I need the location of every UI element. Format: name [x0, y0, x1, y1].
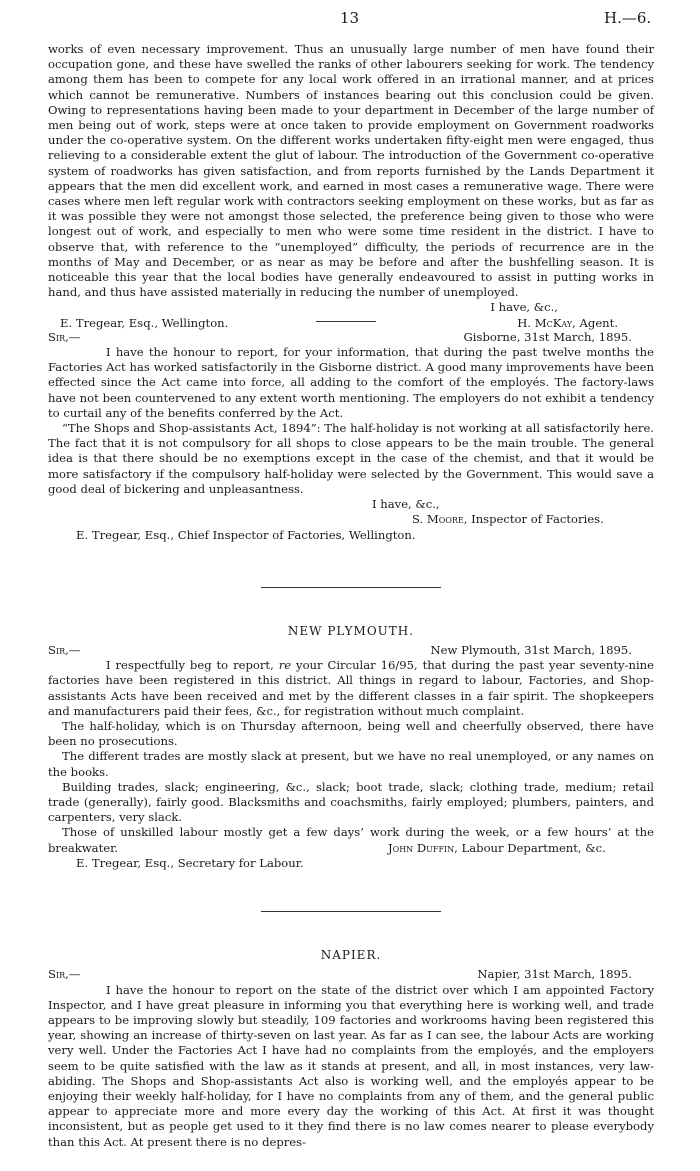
salutation: Sir,—: [48, 329, 81, 344]
report-paragraph: I respectfully beg to report, re your Circular 16/95, that during the past year seventy-nine factories have been registered in this district. All things in regard to labour, Factories, and Shop-assistants Acts have been received and met by the different classes in a fair spirit. The shopkeepers and manufacturers paid their fees, &c., for registration without much complaint.: [48, 658, 655, 718]
salutation-row: [48, 643, 654, 658]
continued-report: [48, 42, 654, 330]
signature: John Duffin, Labour Department, &c.: [388, 840, 606, 855]
place-date: New Plymouth, 31st March, 1895.: [430, 642, 632, 657]
section-divider: [316, 321, 376, 322]
report-paragraph: Building trades, slack; engineering, &c., slack; boot trade, slack; clothing trade, medium; retail trade (generally), fairly good. Blacksmiths and coachsmiths, fairly employed; plumbers, painters, and carpenters, very slack.: [48, 779, 654, 825]
report-paragraph: Those of unskilled labour mostly get a few days’ work during the week, or a few hours’ at the breakwater.: [48, 825, 654, 855]
closing-line: I have, &c.,: [372, 497, 440, 512]
salutation: Sir,—: [48, 642, 81, 657]
closing-line: I have, &c.,: [490, 300, 558, 315]
new-plymouth-report: [48, 624, 654, 871]
salutation-row: [48, 967, 654, 982]
signature: S. Moore, Inspector of Factories.: [412, 512, 604, 527]
salutation-row: [48, 330, 654, 345]
signature: H. McKay, Agent.: [517, 315, 618, 330]
gisborne-report: [48, 330, 654, 543]
addressee: E. Tregear, Esq., Secretary for Labour.: [76, 855, 304, 870]
section-divider: [261, 911, 441, 912]
document-reference: H.—6.: [604, 9, 652, 27]
napier-report: [48, 948, 654, 1150]
report-paragraph: The half-holiday, which is on Thursday afternoon, being well and cheerfully observed, there have been no prosecutions.: [48, 718, 654, 749]
page-number: 13: [340, 9, 360, 27]
report-paragraph: I have the honour to report on the state of the district over which I am appointed Factory Inspector, and I have great pleasure in informing you that everything here is working well, and trade appears to be improving slowly but steadily, 109 factories and workrooms having been registered this year, showing an increase of thirty-seven on last year. As far as I can see, the labour Acts are working very well. Under the Factories Act I have had no complaints from the employés, and the employers seem to be quite satisfied with the law as it stands at present, and all, in most instances, very law-abiding. The Shops and Shop-assistants Act also is working well, and the employés appear to be enjoying their weekly half-holiday, for I have no complaints from any of them, and the general public appear to appreciate more and more every day the working of this Act. At first it was thought inconsistent, but as people get used to it they find there is no law comes nearer to please everybody than this Act. At present there is no depres-: [48, 982, 654, 1149]
addressee: E. Tregear, Esq., Chief Inspector of Factories, Wellington.: [76, 527, 416, 542]
addressee: E. Tregear, Esq., Wellington.: [60, 315, 229, 330]
place-date: Gisborne, 31st March, 1895.: [463, 329, 632, 344]
section-heading: NEW PLYMOUTH.: [287, 623, 415, 638]
signature-row: [48, 316, 654, 331]
report-paragraph: The different trades are mostly slack at present, but we have no real unemployed, or any names on the books.: [48, 749, 654, 779]
place-date: Napier, 31st March, 1895.: [477, 967, 632, 982]
section-heading: NAPIER.: [320, 948, 382, 963]
report-paragraph: “The Shops and Shop-assistants Act, 1894”: The half-holiday is not working at all satisfactorily here. The fact that it is not compulsory for all shops to close appears to be the main trouble. The general idea is that there should be no exemptions except in the case of the chemist, and that it would be more satisfactory if the compulsory half-holiday were selected by the Government. This would save a good deal of bickering and unpleasantness.: [48, 421, 654, 496]
page-header: [0, 6, 700, 36]
salutation: Sir,—: [48, 967, 81, 982]
document-body: [48, 42, 654, 1150]
section-divider: [261, 587, 441, 588]
report-paragraph: works of even necessary improvement. Thus an unusually large number of men have found their occupation gone, and these have swelled the ranks of other labourers seeking for work. The tendency among them has been to compete for any local work offered in an irrational manner, and at prices which cannot be remunerative. Numbers of instances bearing out this conclusion could be given. Owing to representations having been made to your department in December of the large number of men being out of work, steps were at once taken to provide employment on Government roadworks under the co-operative system. On the different works undertaken fifty-eight men were engaged, thus relieving to a considerable extent the glut of labour. The introduction of the Government co-operative system of roadworks has given satisfaction, and from reports furnished by the Lands Department it appears that the men did excellent work, and earned in most cases a remunerative wage. There were cases where men left regular work with contractors seeking employment on these works, but as far as it was possible they were not amongst those selected, the preference being given to those who were longest out of work, and especially to men who were some time resident in the district. I have to observe that, with reference to the “unemployed” difficulty, the periods of recurrence are in the months of May and December, or as near as may be before and after the bushfelling season. It is noticeable this year that the local bodies have generally endeavoured to assist in putting works in hand, and thus have assisted materially in reducing the number of unemployed.: [48, 42, 654, 300]
report-paragraph: I have the honour to report, for your information, that during the past twelve months the Factories Act has worked satisfactorily in the Gisborne district. A good many improvements have been effected since the Act came into force, all adding to the comfort of the employés. The factory-laws have not been countervened to any extent worth mentioning. The employers do not exhibit a tendency to curtail any of the benefits conferred by the Act.: [48, 345, 654, 420]
